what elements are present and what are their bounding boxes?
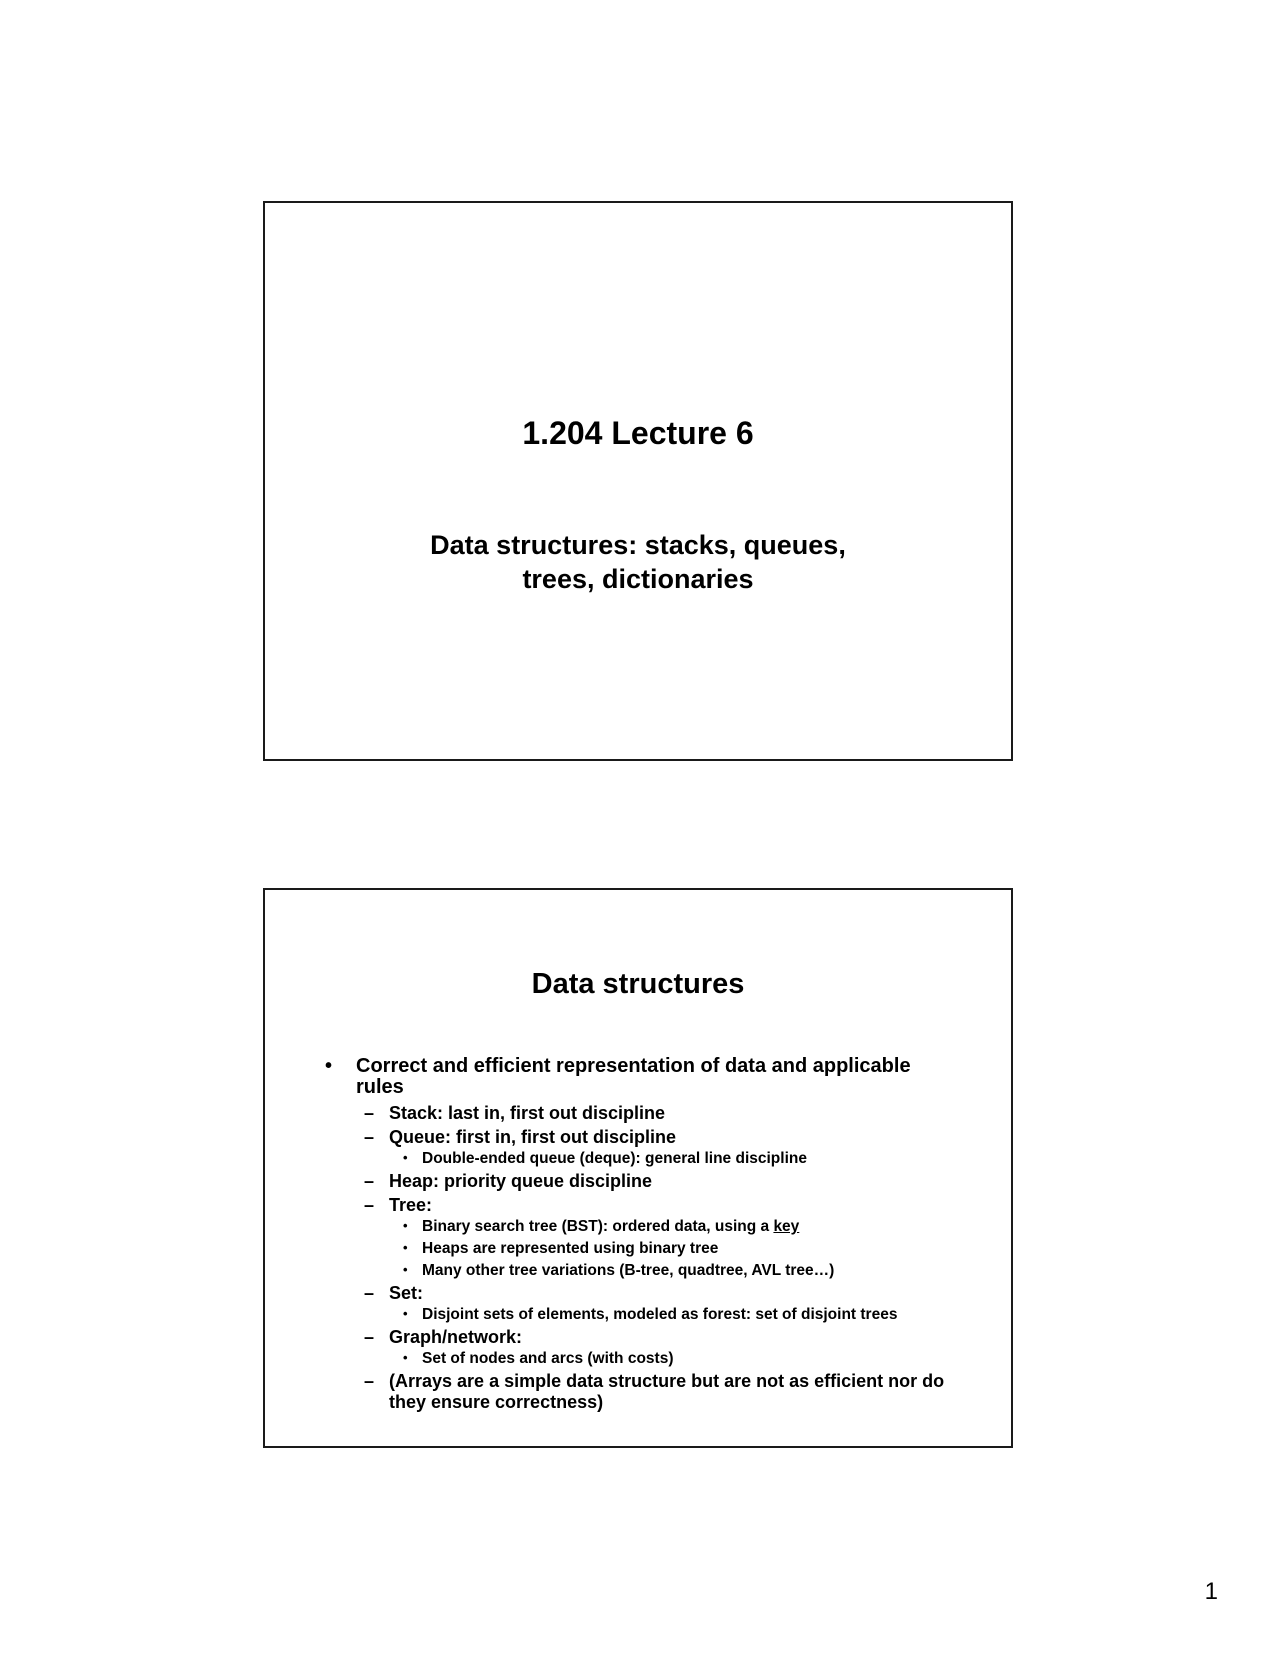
sub-sub-list [389, 1349, 951, 1368]
sub-item-text: Heaps are represented using binary tree [422, 1240, 719, 1257]
item-queue [356, 1127, 951, 1168]
page-number: 1 [1204, 1578, 1218, 1605]
dash-marker: – [364, 1195, 375, 1215]
sub-sub-list [389, 1305, 951, 1324]
dash-marker: – [364, 1327, 375, 1347]
dot-marker: • [403, 1350, 408, 1365]
bullet-marker: • [325, 1055, 333, 1077]
slide-data-structures [263, 888, 1013, 1448]
item-text: Graph/network: [389, 1327, 523, 1347]
item-text: Tree: [389, 1195, 433, 1215]
slide-heading: Data structures [531, 968, 745, 1000]
key-underlined: key [773, 1218, 800, 1235]
dot-marker: • [403, 1240, 408, 1255]
dot-marker: • [403, 1306, 408, 1321]
item-graph [356, 1327, 951, 1368]
sub-item-text: Double-ended queue (deque): general line discipline [422, 1150, 807, 1167]
item-set [356, 1283, 951, 1324]
sub-item-bst [389, 1217, 951, 1236]
sub-item [389, 1149, 951, 1168]
sub-sub-list [389, 1149, 951, 1168]
sub-item-text: Set of nodes and arcs (with costs) [422, 1350, 674, 1367]
dash-marker: – [364, 1103, 375, 1123]
bullet-list [325, 1056, 951, 1416]
subtitle-line-2: trees, dictionaries [522, 564, 754, 594]
sub-list [356, 1103, 951, 1413]
dot-marker: • [403, 1150, 408, 1165]
lecture-title: 1.204 Lecture 6 [522, 415, 754, 451]
dash-marker: – [364, 1371, 375, 1391]
dash-marker: – [364, 1171, 375, 1191]
item-stack [356, 1103, 951, 1124]
item-text: Heap: priority queue discipline [389, 1171, 653, 1191]
sub-sub-list [389, 1217, 951, 1280]
sub-item-text: Many other tree variations (B-tree, quadtree, AVL tree…) [422, 1262, 835, 1279]
bullet-main-text: Correct and efficient representation of data and applicable rules [356, 1055, 911, 1098]
subtitle-line-1: Data structures: stacks, queues, [430, 530, 846, 560]
slide-title [263, 201, 1013, 761]
dash-marker: – [364, 1127, 375, 1147]
item-arrays [356, 1371, 951, 1413]
dot-marker: • [403, 1218, 408, 1233]
sub-item [389, 1349, 951, 1368]
sub-item [389, 1239, 951, 1258]
dot-marker: • [403, 1262, 408, 1277]
sub-item [389, 1305, 951, 1324]
bullet-main [325, 1056, 951, 1413]
dash-marker: – [364, 1283, 375, 1303]
item-heap [356, 1171, 951, 1192]
sub-item-text: Disjoint sets of elements, modeled as forest: set of disjoint trees [422, 1306, 898, 1323]
lecture-subtitle [265, 528, 1011, 596]
item-text: Set: [389, 1283, 424, 1303]
item-text: Stack: last in, first out discipline [389, 1103, 666, 1123]
sub-item [389, 1261, 951, 1280]
item-tree [356, 1195, 951, 1280]
item-text: (Arrays are a simple data structure but are not as efficient nor do they ensure correctness) [389, 1371, 945, 1412]
sub-item-text: Binary search tree (BST): ordered data, using a [422, 1218, 774, 1235]
item-text: Queue: first in, first out discipline [389, 1127, 677, 1147]
